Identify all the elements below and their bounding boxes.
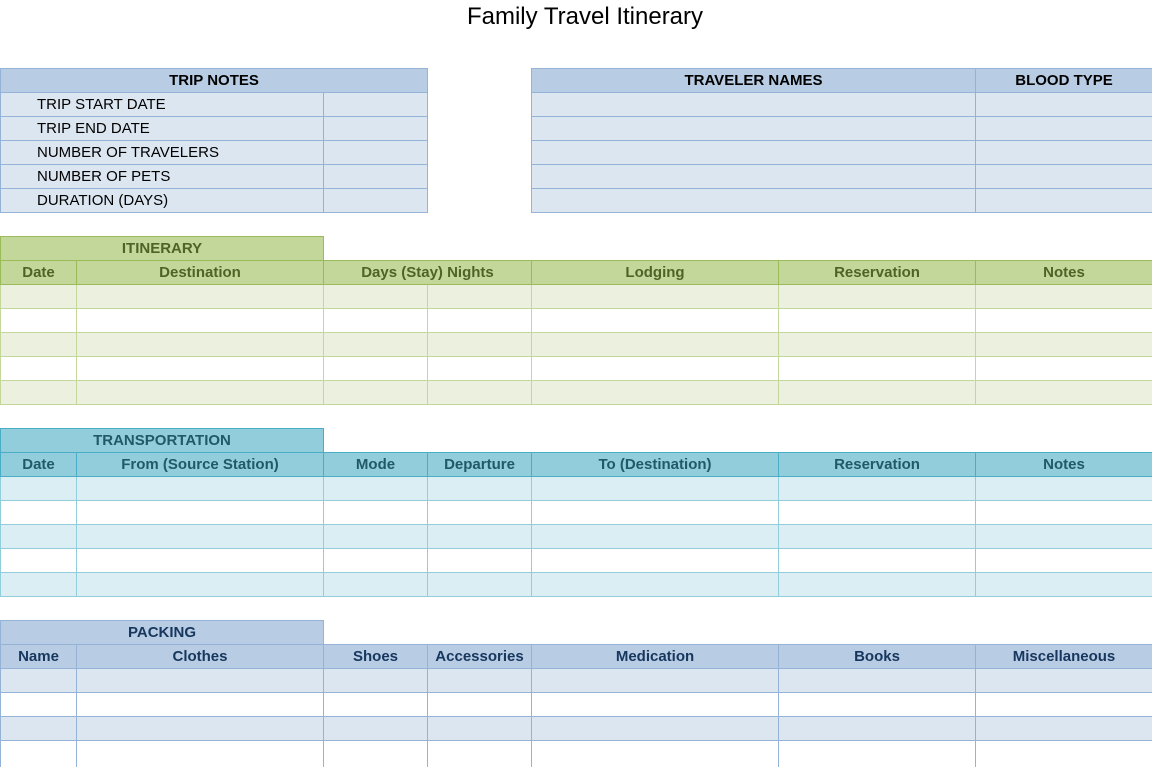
transportation-cell[interactable] xyxy=(76,573,324,597)
trip-end-date-value[interactable] xyxy=(323,116,428,141)
transportation-cell[interactable] xyxy=(778,549,976,573)
packing-cell[interactable] xyxy=(531,693,779,717)
packing-cell[interactable] xyxy=(0,669,77,693)
itinerary-cell[interactable] xyxy=(427,309,532,333)
transportation-cell[interactable] xyxy=(778,573,976,597)
itinerary-col-date: Date xyxy=(0,260,77,285)
transportation-cell[interactable] xyxy=(76,525,324,549)
itinerary-cell[interactable] xyxy=(427,381,532,405)
traveler-name-cell[interactable] xyxy=(531,140,976,165)
transportation-cell[interactable] xyxy=(975,549,1152,573)
transportation-cell[interactable] xyxy=(975,477,1152,501)
transportation-cell[interactable] xyxy=(531,525,779,549)
transportation-col-mode: Mode xyxy=(323,452,428,477)
traveler-names-header: TRAVELER NAMES xyxy=(531,68,976,93)
itinerary-cell[interactable] xyxy=(531,285,779,309)
transportation-cell[interactable] xyxy=(323,525,428,549)
transportation-cell[interactable] xyxy=(778,525,976,549)
duration-days-value[interactable] xyxy=(323,188,428,213)
transportation-cell[interactable] xyxy=(0,477,77,501)
itinerary-cell[interactable] xyxy=(427,285,532,309)
transportation-cell[interactable] xyxy=(76,501,324,525)
transportation-cell[interactable] xyxy=(531,477,779,501)
transportation-col-date: Date xyxy=(0,452,77,477)
transportation-cell[interactable] xyxy=(975,501,1152,525)
packing-cell[interactable] xyxy=(323,669,428,693)
transportation-cell[interactable] xyxy=(531,501,779,525)
transportation-cell[interactable] xyxy=(427,477,532,501)
itinerary-title: ITINERARY xyxy=(0,236,324,261)
itinerary-col-notes: Notes xyxy=(975,260,1152,285)
transportation-cell[interactable] xyxy=(975,573,1152,597)
itinerary-cell[interactable] xyxy=(975,381,1152,405)
packing-cell[interactable] xyxy=(778,717,976,741)
transportation-cell[interactable] xyxy=(427,549,532,573)
transportation-cell[interactable] xyxy=(427,525,532,549)
transportation-cell[interactable] xyxy=(427,501,532,525)
packing-cell[interactable] xyxy=(531,669,779,693)
blood-type-cell[interactable] xyxy=(975,140,1152,165)
itinerary-cell[interactable] xyxy=(778,309,976,333)
itinerary-cell[interactable] xyxy=(76,333,324,357)
packing-col-medication: Medication xyxy=(531,644,779,669)
transportation-cell[interactable] xyxy=(778,477,976,501)
itinerary-cell[interactable] xyxy=(531,309,779,333)
number-of-travelers-value[interactable] xyxy=(323,140,428,165)
itinerary-cell[interactable] xyxy=(975,357,1152,381)
packing-cell[interactable] xyxy=(76,741,324,767)
itinerary-cell[interactable] xyxy=(975,333,1152,357)
transportation-cell[interactable] xyxy=(76,477,324,501)
packing-cell[interactable] xyxy=(778,669,976,693)
packing-cell[interactable] xyxy=(427,717,532,741)
itinerary-cell[interactable] xyxy=(0,357,77,381)
trip-notes-header: TRIP NOTES xyxy=(0,68,428,93)
packing-cell[interactable] xyxy=(76,669,324,693)
packing-cell[interactable] xyxy=(76,717,324,741)
trip-end-date-label: TRIP END DATE xyxy=(0,116,324,141)
transportation-cell[interactable] xyxy=(0,525,77,549)
packing-cell[interactable] xyxy=(323,741,428,767)
itinerary-cell[interactable] xyxy=(0,381,77,405)
traveler-name-cell[interactable] xyxy=(531,116,976,141)
itinerary-cell[interactable] xyxy=(427,333,532,357)
packing-col-accessories: Accessories xyxy=(427,644,532,669)
blood-type-header: BLOOD TYPE xyxy=(975,68,1152,93)
transportation-cell[interactable] xyxy=(323,477,428,501)
packing-cell[interactable] xyxy=(0,741,77,767)
packing-cell[interactable] xyxy=(778,693,976,717)
transportation-cell[interactable] xyxy=(76,549,324,573)
packing-cell[interactable] xyxy=(531,741,779,767)
packing-title: PACKING xyxy=(0,620,324,645)
number-of-pets-value[interactable] xyxy=(323,164,428,189)
itinerary-cell[interactable] xyxy=(975,285,1152,309)
itinerary-col-destination: Destination xyxy=(76,260,324,285)
itinerary-cell[interactable] xyxy=(323,381,428,405)
packing-col-clothes: Clothes xyxy=(76,644,324,669)
itinerary-cell[interactable] xyxy=(0,333,77,357)
itinerary-col-days-stay-nights: Days (Stay) Nights xyxy=(323,260,532,285)
blood-type-cell[interactable] xyxy=(975,116,1152,141)
packing-cell[interactable] xyxy=(323,693,428,717)
page-title: Family Travel Itinerary xyxy=(466,3,704,30)
transportation-title: TRANSPORTATION xyxy=(0,428,324,453)
packing-col-shoes: Shoes xyxy=(323,644,428,669)
traveler-name-cell[interactable] xyxy=(531,188,976,213)
itinerary-cell[interactable] xyxy=(975,309,1152,333)
transportation-col-from: From (Source Station) xyxy=(76,452,324,477)
blood-type-cell[interactable] xyxy=(975,92,1152,117)
trip-start-date-label: TRIP START DATE xyxy=(0,92,324,117)
itinerary-cell[interactable] xyxy=(531,381,779,405)
itinerary-cell[interactable] xyxy=(778,333,976,357)
packing-cell[interactable] xyxy=(0,717,77,741)
transportation-cell[interactable] xyxy=(0,501,77,525)
transportation-col-departure: Departure xyxy=(427,452,532,477)
duration-days-label: DURATION (DAYS) xyxy=(0,188,324,213)
itinerary-cell[interactable] xyxy=(0,285,77,309)
itinerary-col-lodging: Lodging xyxy=(531,260,779,285)
packing-cell[interactable] xyxy=(975,693,1152,717)
packing-cell[interactable] xyxy=(323,717,428,741)
packing-cell[interactable] xyxy=(427,669,532,693)
traveler-name-cell[interactable] xyxy=(531,164,976,189)
packing-col-books: Books xyxy=(778,644,976,669)
trip-start-date-value[interactable] xyxy=(323,92,428,117)
packing-col-miscellaneous: Miscellaneous xyxy=(975,644,1152,669)
itinerary-cell[interactable] xyxy=(323,285,428,309)
itinerary-cell[interactable] xyxy=(323,333,428,357)
transportation-cell[interactable] xyxy=(427,573,532,597)
transportation-col-notes: Notes xyxy=(975,452,1152,477)
transportation-col-reservation: Reservation xyxy=(778,452,976,477)
packing-cell[interactable] xyxy=(531,717,779,741)
transportation-cell[interactable] xyxy=(323,573,428,597)
transportation-cell[interactable] xyxy=(0,549,77,573)
itinerary-cell[interactable] xyxy=(778,357,976,381)
itinerary-cell[interactable] xyxy=(76,357,324,381)
packing-cell[interactable] xyxy=(427,693,532,717)
itinerary-cell[interactable] xyxy=(76,285,324,309)
itinerary-cell[interactable] xyxy=(778,381,976,405)
packing-cell[interactable] xyxy=(975,717,1152,741)
packing-cell[interactable] xyxy=(76,693,324,717)
transportation-cell[interactable] xyxy=(531,549,779,573)
packing-cell[interactable] xyxy=(975,669,1152,693)
blood-type-cell[interactable] xyxy=(975,164,1152,189)
itinerary-cell[interactable] xyxy=(323,357,428,381)
transportation-cell[interactable] xyxy=(975,525,1152,549)
transportation-cell[interactable] xyxy=(531,573,779,597)
packing-cell[interactable] xyxy=(427,741,532,767)
transportation-cell[interactable] xyxy=(323,549,428,573)
packing-cell[interactable] xyxy=(975,741,1152,767)
transportation-cell[interactable] xyxy=(778,501,976,525)
itinerary-cell[interactable] xyxy=(76,309,324,333)
packing-cell[interactable] xyxy=(0,693,77,717)
packing-cell[interactable] xyxy=(778,741,976,767)
transportation-cell[interactable] xyxy=(323,501,428,525)
blood-type-cell[interactable] xyxy=(975,188,1152,213)
number-of-pets-label: NUMBER OF PETS xyxy=(0,164,324,189)
transportation-cell[interactable] xyxy=(0,573,77,597)
itinerary-cell[interactable] xyxy=(0,309,77,333)
itinerary-col-reservation: Reservation xyxy=(778,260,976,285)
itinerary-cell[interactable] xyxy=(531,357,779,381)
traveler-name-cell[interactable] xyxy=(531,92,976,117)
number-of-travelers-label: NUMBER OF TRAVELERS xyxy=(0,140,324,165)
packing-col-name: Name xyxy=(0,644,77,669)
itinerary-cell[interactable] xyxy=(427,357,532,381)
transportation-col-to: To (Destination) xyxy=(531,452,779,477)
itinerary-cell[interactable] xyxy=(323,309,428,333)
itinerary-cell[interactable] xyxy=(76,381,324,405)
itinerary-cell[interactable] xyxy=(531,333,779,357)
itinerary-cell[interactable] xyxy=(778,285,976,309)
